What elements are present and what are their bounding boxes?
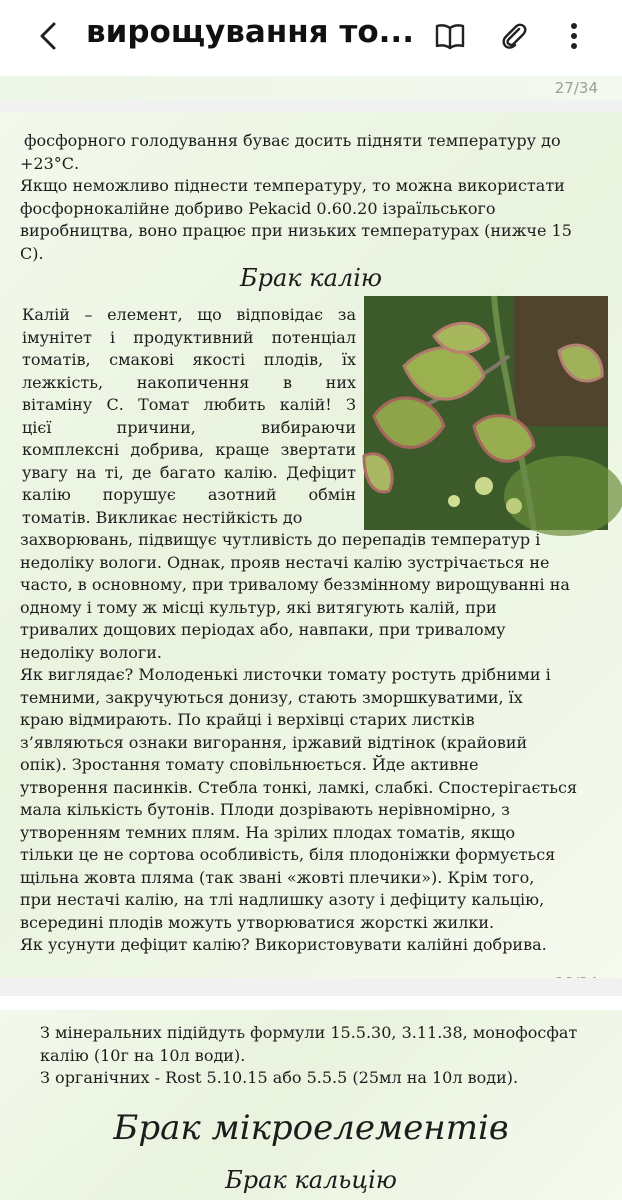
text-line: часто, в основному, при тривалому беззмінному вирощуванні на <box>20 575 570 594</box>
text-line: імунітет і продуктивний потенціал <box>22 327 356 347</box>
section-heading: Брак калію <box>240 264 382 292</box>
text-line: калію (10г на 10л води). <box>40 1045 246 1065</box>
body-text <box>20 529 610 957</box>
intro-text <box>20 130 606 265</box>
text-line: Як усунути дефіцит калію? Використовувати калійні добрива. <box>20 935 547 954</box>
text-line: Якщо неможливо піднести температуру, то можна використати <box>20 176 565 195</box>
app-bar <box>0 0 622 76</box>
wrapped-text <box>22 304 356 529</box>
text-line: С). <box>20 243 44 263</box>
text-line: фосфорного голодування буває досить підняти температуру до <box>24 131 561 150</box>
text-line: вітаміну С. Томат любить калій! З <box>22 395 356 414</box>
text-line: всередині плодів можуть утворюватися жорсткі жилки. <box>20 912 495 932</box>
page-28 <box>0 112 622 978</box>
fertilizer-text <box>40 1022 610 1090</box>
tomato-leaf-photo <box>364 296 608 530</box>
page-number: 27/34 <box>554 79 598 97</box>
text-line: виробництва, воно працює при низьких температурах (нижче 15 <box>20 221 572 240</box>
text-line: мала кількість бутонів. Плоди дозрівають нерівномірно, з <box>20 800 510 819</box>
page-gap <box>0 978 622 996</box>
more-vertical-icon[interactable] <box>556 18 592 54</box>
page-29 <box>0 1010 622 1200</box>
page-27-footer <box>0 76 622 100</box>
text-line: краю відмирають. По крайці і верхівці старих листків <box>20 710 475 729</box>
text-line: цієї причини, вибираючи <box>22 417 356 437</box>
text-line: недоліку вологи. Однак, прояв нестачі калію зустрічається не <box>20 552 550 572</box>
text-line: Як виглядає? Молоденькі листочки томату ростуть дрібними і <box>20 665 551 684</box>
document-title: вирощування то... <box>86 14 414 50</box>
reading-mode-icon[interactable] <box>432 18 468 54</box>
page-gap <box>0 100 622 112</box>
text-line: фосфорнокалійне добриво Pekacid 0.60.20 ізраїльського <box>20 198 496 218</box>
text-line: захворювань, підвищує чутливість до перепадів температур і <box>20 530 541 549</box>
text-line: томатів, смакові якості плодів, їх <box>22 350 356 369</box>
text-line: комплексні добрива, краще звертати <box>22 440 356 459</box>
subsection-heading: Брак кальцію <box>225 1166 397 1194</box>
text-line: З мінеральних підійдуть формули 15.5.30, 3.11.38, монофосфат <box>40 1023 578 1042</box>
attachment-icon[interactable] <box>496 18 532 54</box>
text-line: тільки це не сортова особливість, біля плодоніжки формується <box>20 845 556 864</box>
section-heading: Брак мікроелементів <box>113 1108 509 1148</box>
text-line: з’являються ознаки вигорання, іржавий відтінок (крайовий <box>20 732 528 752</box>
text-line: З органічних - Rost 5.10.15 або 5.5.5 (25мл на 10л води). <box>40 1068 519 1087</box>
text-line: утворення пасинків. Стебла тонкі, ламкі, слабкі. Спостерігається <box>20 777 578 797</box>
text-line: темними, закручуються донизу, стають зморшкуватими, їх <box>20 687 523 707</box>
text-line: Калій – елемент, що відповідає за <box>22 305 356 324</box>
text-line: томатів. Викликає нестійкість до <box>22 507 303 527</box>
text-line: увагу на ті, де багато калію. Дефіцит <box>22 462 356 482</box>
text-line: калію порушує азотний обмін <box>22 485 356 504</box>
text-line: опік). Зростання томату сповільнюється. Йде активне <box>20 755 479 774</box>
text-line: тривалих дощових періодах або, навпаки, при тривалому <box>20 620 506 639</box>
text-line: при нестачі калію, на тлі надлишку азоту і дефіциту кальцію, <box>20 890 545 909</box>
text-line: одному і тому ж місці культур, які витягують калій, при <box>20 597 497 617</box>
text-line: утворенням темних плям. На зрілих плодах томатів, якщо <box>20 822 516 842</box>
back-arrow-icon[interactable] <box>30 18 66 54</box>
text-line: лежкість, накопичення в них <box>22 372 356 392</box>
text-line: недоліку вологи. <box>20 642 162 662</box>
text-line: щільна жовта пляма (так звані «жовті плечики»). Крім того, <box>20 867 535 887</box>
text-line: +23°С. <box>20 153 80 173</box>
